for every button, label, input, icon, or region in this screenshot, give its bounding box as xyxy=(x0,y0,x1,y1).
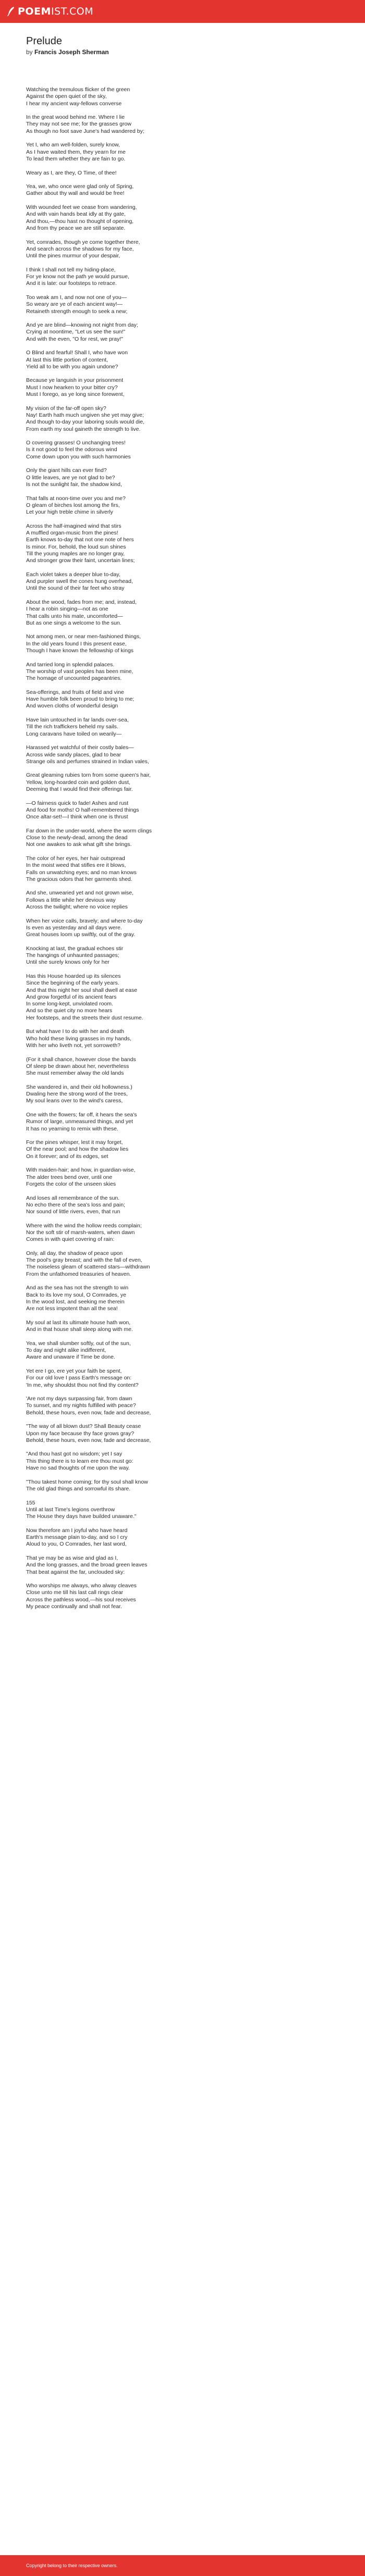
poem-line: Sea-offerings, and fruits of field and vine xyxy=(26,689,124,695)
poem-line: Only, all day, the shadow of peace upon xyxy=(26,1250,123,1256)
poem-line: Follows a little while her devious way xyxy=(26,897,116,903)
poem-line: Who hold these living grasses in my hands, xyxy=(26,1035,131,1042)
poem-line: On it forever; and of its edges, set xyxy=(26,1153,108,1160)
poem-line: Weary as I, are they, O Time, of thee! xyxy=(26,169,117,176)
poem-line: O little leaves, are ye not glad to be? xyxy=(26,474,115,481)
poem-line: —O fairness quick to fade! Ashes and rust xyxy=(26,800,129,806)
poem-stanza xyxy=(26,350,339,370)
poem-line: Yea, we shall slumber softly, out of the sun, xyxy=(26,1340,131,1347)
poem-line: Aloud to you, O Comrades, her last word, xyxy=(26,1541,127,1548)
poem-stanza xyxy=(26,918,339,939)
poem-stanza xyxy=(26,1320,339,1334)
poem-line: She wandered in, and their old hollowness.) xyxy=(26,1084,132,1090)
poem-line: And so the quiet city no more hears xyxy=(26,1007,113,1014)
poem-line: The old glad things and sorrowful its share. xyxy=(26,1485,131,1492)
poem-line: And from thy peace we are still separate. xyxy=(26,225,126,231)
poem-line: Yet I, who am well-folden, surely know, xyxy=(26,142,120,148)
poem-line: Close to the newly-dead, among the dead xyxy=(26,835,128,841)
poem-line: Until at last Time's legions overthrow xyxy=(26,1506,115,1513)
site-header xyxy=(0,0,365,23)
poem-line: Too weak am I, and now not one of you— xyxy=(26,294,127,301)
poem-stanza xyxy=(26,467,339,488)
poem-line: My peace continually and shall not fear. xyxy=(26,1603,122,1610)
poem-line: In the old years found I this present ease, xyxy=(26,640,127,647)
poem-stanza xyxy=(26,1056,339,1077)
poem-stanza xyxy=(26,1451,339,1472)
poem-line: Across the twilight; where no voice replies xyxy=(26,904,128,911)
poem-line: "The way of all blown dust? Shall Beauty cease xyxy=(26,1423,141,1430)
poem-stanza xyxy=(26,1195,339,1216)
poem-line: Since the beginning of the early years. xyxy=(26,980,119,987)
poem-line: And tarried long in splendid palaces. xyxy=(26,661,115,668)
poem-line: Of the near pool; and how the shadow lies xyxy=(26,1146,129,1153)
poem-line: Retaineth strength enough to seek a new; xyxy=(26,308,128,315)
poem-line: Is even as yesterday and all days were. xyxy=(26,924,122,931)
poem-line: That calls unto his mate, uncomforted— xyxy=(26,613,123,619)
poem-line: Far down in the under-world, where the worm clings xyxy=(26,827,152,834)
poem-line: For ye know not the path ye would pursue, xyxy=(26,273,129,280)
poem-line: O gleam of birches lost among the firs, xyxy=(26,502,120,508)
poem-line: Is it not good to feel the odorous wind xyxy=(26,446,117,453)
poem-line: To lead them whether they are fain to go. xyxy=(26,155,126,162)
poem-line: Because ye languish in your prisonment xyxy=(26,377,124,384)
poem-line: And she, unwearied yet and not grown wise, xyxy=(26,890,134,897)
poem-line: That ye may be as wise and glad as I, xyxy=(26,1554,118,1561)
poem-line: That beat against the far, unclouded sky: xyxy=(26,1569,125,1575)
poem-title: Prelude xyxy=(26,35,62,47)
poem-line: A muffled organ-music from the pines! xyxy=(26,530,118,536)
poem-line: Knocking at last, the gradual echoes stir xyxy=(26,945,124,952)
poem-line: And the long grasses, and the broad green leaves xyxy=(26,1562,148,1569)
poem-line: Not among men, or near men-fashioned things, xyxy=(26,633,141,640)
poem-line: Until the pines murmur of your despair, xyxy=(26,253,120,259)
poem-line: That falls at noon-time over you and me? xyxy=(26,495,126,502)
poem-line: Have humble folk been proud to bring to me; xyxy=(26,696,135,703)
poem-line: Now therefore am I joyful who have heard xyxy=(26,1527,128,1534)
poem-stanza xyxy=(26,142,339,163)
poem-line: Once altar-set!—I think when one is thrust xyxy=(26,814,128,820)
poem-line: And food for moths! O half-remembered things xyxy=(26,806,139,813)
poem-line: Until the sound of their far feet who stray xyxy=(26,585,125,592)
poem-stanza xyxy=(26,114,339,135)
poem-line: And with vain hands beat idly at thy gate, xyxy=(26,211,126,218)
poem-stanza xyxy=(26,1423,339,1444)
poem-line: And search across the shadows for my face, xyxy=(26,245,134,252)
poem-stanza xyxy=(26,523,339,565)
poem-line: Rumor of large, unmeasured things, and yet xyxy=(26,1118,133,1125)
poem-line: "And thou hast got no wisdom; yet I say xyxy=(26,1451,123,1458)
poem-stanza xyxy=(26,1583,339,1610)
poem-line: And grow forgetful of its ancient fears xyxy=(26,993,117,1000)
poem-stanza xyxy=(26,800,339,821)
poem-line: Comes in with quiet covering of rain: xyxy=(26,1236,115,1243)
poem-line: Yet, comrades, though ye come together there, xyxy=(26,239,140,245)
poem-line: And though to-day your laboring souls would die, xyxy=(26,419,145,426)
poem-line: Dwaling here the strong word of the trees, xyxy=(26,1091,128,1098)
poem-line: Yellow, long-hoarded coin and golden dust, xyxy=(26,779,130,786)
poem-line: Yea, we, who once were glad only of Spring, xyxy=(26,183,134,190)
poem-line: The noiseless gleam of scattered stars—withdrawn xyxy=(26,1264,150,1271)
poem-line: Must I forego, as ye long since forewent, xyxy=(26,391,125,398)
poem-line: And with the even, "O for rest, we pray!" xyxy=(26,335,124,342)
poem-line: And as the sea has not the strength to win xyxy=(26,1285,129,1291)
poem-line: One with the flowers; far off, it hears the sea's xyxy=(26,1111,137,1118)
poem-line: The House they days have builded unaware." xyxy=(26,1513,137,1520)
poem-line: Have no sad thoughts of me upon the way. xyxy=(26,1465,130,1472)
poem-header xyxy=(0,23,365,56)
poem-line: In some long-kept, unviolated room. xyxy=(26,1001,113,1007)
poem-line: The gracious odors that her garments shed. xyxy=(26,876,132,882)
poem-line: Only the giant hills can ever find? xyxy=(26,467,107,474)
poem-line: In the moist weed that stifles ere it blows, xyxy=(26,862,126,869)
poem-stanza xyxy=(26,1500,339,1521)
poem-line: Nor the soft stir of marsh-waters, when dawn xyxy=(26,1229,135,1236)
poem-line: Are not less impotent than all the sea! xyxy=(26,1305,118,1312)
poem-line: Close unto me till his last call rings clear xyxy=(26,1589,124,1596)
poem-stanza xyxy=(26,440,339,461)
poem-line: Nor sound of little rivers, even, that run xyxy=(26,1209,120,1215)
poem-line: 155 xyxy=(26,1499,35,1506)
poem-line: Have lain untouched in far lands over-sea, xyxy=(26,717,129,724)
poem-line: And ye are blind—knowing not night from day; xyxy=(26,322,138,329)
poem-stanza xyxy=(26,1479,339,1493)
poem-line: Across the pathless wood,—his soul receives xyxy=(26,1596,136,1603)
poem-line: The hangings of unhaunted passages; xyxy=(26,952,119,959)
poem-stanza xyxy=(26,1285,339,1312)
poem-line: Gather about thy wall and would be free! xyxy=(26,190,125,197)
poem-line: And in that house shall sleep along with me. xyxy=(26,1326,133,1333)
site-footer xyxy=(0,2555,365,2576)
poem-line: For our old love I pass Earth's message on: xyxy=(26,1375,132,1382)
poem-stanza xyxy=(26,1340,339,1361)
poem-stanza xyxy=(26,1396,339,1416)
poem-line: And it is late: our footsteps to retrace. xyxy=(26,280,117,287)
poem-line: With maiden-hair; and how, in guardian-wise, xyxy=(26,1167,136,1174)
poem-line: Though I have known the fellowship of kings xyxy=(26,648,134,654)
poem-stanza xyxy=(26,322,339,343)
poem-line: The pool's gray breast; and with the fall of even, xyxy=(26,1257,142,1264)
poem-stanza xyxy=(26,1527,339,1548)
poem-stanza xyxy=(26,772,339,793)
poem-line: Aware and unaware if Time be done. xyxy=(26,1354,115,1361)
poem-line: Each violet takes a deeper blue to-day, xyxy=(26,571,120,578)
poem-line: In the great wood behind me. Where I lie xyxy=(26,114,125,121)
poem-line: My vision of the far-off open sky? xyxy=(26,405,106,412)
poem-line: Great gleaming rubies torn from some queen's hair, xyxy=(26,772,151,779)
poem-stanza xyxy=(26,744,339,765)
poem-line: Earth's message plain to-day, and so I cry xyxy=(26,1534,128,1541)
poem-stanza xyxy=(26,1167,339,1188)
poem-line: They may not see me; for the grasses grow xyxy=(26,121,131,128)
poem-line: Behold, these hours, even now, fade and decrease, xyxy=(26,1409,151,1416)
poem-stanza xyxy=(26,86,339,107)
poem-line: And thou,—thou hast no thought of opening, xyxy=(26,218,134,225)
site-logo[interactable] xyxy=(7,6,93,17)
poem-line: For the pines whisper, lest it may forget, xyxy=(26,1139,123,1146)
poem-stanza xyxy=(26,828,339,849)
copyright-text: Copyright belong to their respective owners. xyxy=(26,2563,118,2568)
poem-line: O covering grasses! O unchanging trees! xyxy=(26,440,126,446)
poem-line: But as one sings a welcome to the sun. xyxy=(26,619,121,626)
poem-stanza xyxy=(26,170,339,177)
poem-line: Falls on unwatching eyes; and no man knows xyxy=(26,869,137,876)
poem-line: Upon my face because thy face grows gray? xyxy=(26,1430,135,1437)
poem-line: Until she surely knows only for her xyxy=(26,959,110,966)
poem-stanza xyxy=(26,1368,339,1389)
poem-line: (For it shall chance, however close the bands xyxy=(26,1056,136,1063)
poem-line: No echo there of the sea's loss and pain; xyxy=(26,1201,125,1208)
poem-line: The worship of vast peoples has been mine, xyxy=(26,668,133,675)
poem-stanza xyxy=(26,405,339,433)
poem-stanza xyxy=(26,717,339,738)
poem-line: From the unfathomed treasuries of heaven. xyxy=(26,1271,131,1277)
poem-line: And that this night her soul shall dwell at ease xyxy=(26,987,138,993)
poem-line: Long caravans have toiled on wearily— xyxy=(26,730,122,737)
poem-line: As though no foot save June's had wandered by; xyxy=(26,128,144,134)
logo-text-light: IST.COM xyxy=(51,6,94,17)
main-content xyxy=(0,23,365,56)
poem-line: And woven cloths of wonderful design xyxy=(26,703,118,710)
poem-line: As I have waited them, they yearn for me xyxy=(26,148,126,155)
poem-line: And loses all remembrance of the sun. xyxy=(26,1194,120,1201)
poem-line: 'In me, why shouldst thou not find thy content? xyxy=(26,1382,139,1388)
poem-line: Back to its love my soul, O Comrades, ye xyxy=(26,1291,126,1298)
poem-stanza xyxy=(26,377,339,398)
poem-line: I think I shall not tell my hiding-place, xyxy=(26,266,116,273)
poem-stanza xyxy=(26,1112,339,1133)
poem-line: Against the open quiet of the sky, xyxy=(26,93,107,100)
poem-line: About the wood, fades from me; and, instead, xyxy=(26,599,137,605)
poem-stanza xyxy=(26,267,339,288)
poem-stanza xyxy=(26,945,339,966)
poem-line: Deeming that I would find their offerings fair. xyxy=(26,786,133,792)
poem-stanza xyxy=(26,204,339,232)
poem-stanza xyxy=(26,662,339,682)
poem-line: My soul at last its ultimate house hath won, xyxy=(26,1319,131,1326)
poem-line: When her voice calls, bravely; and where to-day xyxy=(26,917,143,924)
poem-line: I hear my ancient way-fellows converse xyxy=(26,100,122,107)
poem-line: Watching the tremulous flicker of the green xyxy=(26,86,130,93)
poem-line: My soul leans over to the wind's caress, xyxy=(26,1098,123,1104)
logo-text-strong: POEM xyxy=(18,6,51,17)
poem-line: I hear a robin singing—not as one xyxy=(26,606,108,613)
poem-line: Till the rich traffickers beheld my sails. xyxy=(26,724,118,730)
poem-line: Till the young maples are no longer gray, xyxy=(26,550,125,557)
poem-stanza xyxy=(26,1555,339,1576)
poem-line: Crying at noontime, "Let us see the sun!" xyxy=(26,329,126,335)
poem-line: This thing there is to learn ere thou must go: xyxy=(26,1458,133,1464)
author-link[interactable]: Francis Joseph Sherman xyxy=(34,48,109,56)
poem-stanza xyxy=(26,239,339,260)
by-label: by xyxy=(26,48,33,56)
poem-line: With her who liveth not, yet sorroweth? xyxy=(26,1042,120,1049)
poem-stanza xyxy=(26,599,339,627)
byline xyxy=(26,48,365,56)
poem-stanza xyxy=(26,633,339,654)
poem-stanza xyxy=(26,1028,339,1049)
poem-stanza xyxy=(26,689,339,710)
poem-stanza xyxy=(26,1139,339,1160)
poem-stanza xyxy=(26,183,339,197)
poem-line: So weary are ye of each ancient way!— xyxy=(26,301,123,308)
poem-line: The alder trees bend over, until one xyxy=(26,1174,113,1180)
poem-stanza xyxy=(26,1250,339,1278)
poem-line: Is minor. For, behold, the loud sun shines xyxy=(26,543,126,550)
poem-line: Her footsteps, and the streets their dust resume. xyxy=(26,1014,143,1021)
poem-line: O Blind and fearful! Shall I, who have won xyxy=(26,350,128,356)
poem-body xyxy=(26,86,339,1617)
poem-line: With wounded feet we cease from wandering, xyxy=(26,204,137,211)
poem-stanza xyxy=(26,571,339,592)
poem-line: It has no yearning to remix with these. xyxy=(26,1125,118,1132)
poem-line: Strange oils and perfumes strained in Indian vales, xyxy=(26,758,149,765)
poem-line: And purpler swell the cones hung overhead, xyxy=(26,578,133,585)
poem-line: Harassed yet watchful of their costly bales— xyxy=(26,744,134,751)
poem-line: Let your high treble chime in silverly xyxy=(26,509,113,516)
quill-icon xyxy=(7,7,15,16)
poem-line: Yet ere I go, ere yet your faith be spent, xyxy=(26,1367,122,1374)
poem-line: Must I now hearken to your bitter cry? xyxy=(26,384,118,391)
poem-line: Earth knows to-day that not one note of hers xyxy=(26,537,134,543)
poem-line: 'Are not my days surpassing fair, from dawn xyxy=(26,1396,132,1402)
poem-line: "Thou takest home coming; for thy soul shall know xyxy=(26,1478,148,1485)
poem-stanza xyxy=(26,495,339,516)
poem-line: Come down upon you with such harmonies xyxy=(26,453,131,460)
poem-line: Behold, these hours, even now, fade and decrease, xyxy=(26,1437,151,1443)
poem-line: Across wide sandy places, glad to bear xyxy=(26,751,121,758)
poem-line: Yield all to be with you again undone? xyxy=(26,363,118,370)
poem-line: In the wood lost, and seeking me therein xyxy=(26,1298,125,1305)
poem-line: Nay! Earth hath much ungiven she yet may give; xyxy=(26,412,144,418)
poem-line: Of sleep be drawn about her, nevertheless xyxy=(26,1063,129,1069)
poem-line: At last this little portion of content, xyxy=(26,356,108,363)
poem-stanza xyxy=(26,1084,339,1105)
poem-stanza xyxy=(26,973,339,1022)
poem-line: Who worships me always, who alway cleaves xyxy=(26,1583,137,1589)
poem-line: The homage of uncounted pageantries. xyxy=(26,675,122,682)
poem-line: Great houses loom up swiftly, out of the gray. xyxy=(26,931,136,938)
poem-line: Forgets the color of the unseen skies xyxy=(26,1180,116,1187)
poem-line: The color of her eyes, her hair outspread xyxy=(26,855,125,862)
poem-stanza xyxy=(26,855,339,883)
poem-line: From earth my soul gaineth the strength to live. xyxy=(26,426,141,432)
poem-stanza xyxy=(26,1223,339,1243)
poem-line: Across the half-imagined wind that stirs xyxy=(26,522,121,529)
poem-line: To sunset, and my nights fulfilled with peace? xyxy=(26,1402,136,1409)
poem-line: She must remember alway the old lands xyxy=(26,1070,124,1077)
poem-line: Is not the sunlight fair, the shadow kind, xyxy=(26,481,122,488)
poem-line: Where with the wind the hollow reeds complain; xyxy=(26,1222,142,1229)
poem-stanza xyxy=(26,890,339,911)
poem-line: And stronger grow their faint, uncertain lines; xyxy=(26,557,135,564)
poem-line: But what have I to do with her and death xyxy=(26,1028,124,1035)
poem-line: Not one awakes to ask what gift she brings. xyxy=(26,841,132,848)
poem-line: Has this House hoarded up its silences xyxy=(26,973,121,979)
poem-stanza xyxy=(26,294,339,315)
poem-line: To day and night alike indifferent, xyxy=(26,1347,106,1354)
